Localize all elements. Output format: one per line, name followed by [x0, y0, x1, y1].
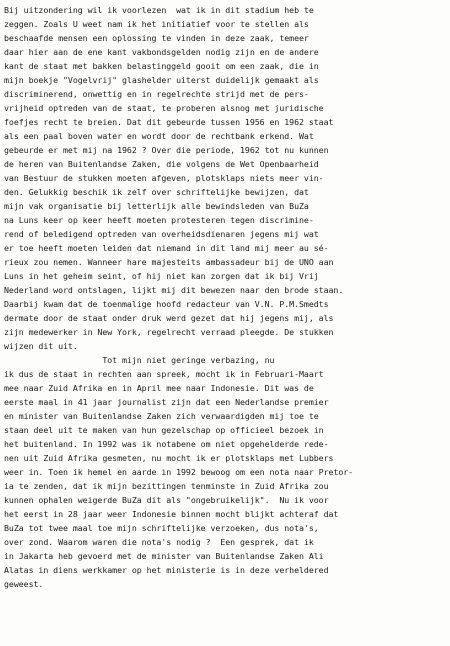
text-line: van Bestuur de stukken moeten afgeven, plotsklaps niets meer vin-	[4, 173, 324, 183]
text-line: weer in. Toen ik hemel en aarde in 1992 bewoog om een nota naar Pretor-	[4, 467, 354, 477]
text-line: gebeurde er met mij na 1962 ? Over die periode, 1962 tot nu kunnen	[4, 145, 329, 155]
text-line: na Luns keer op keer heeft moeten protesteren tegen discrimine-	[4, 215, 314, 225]
text-line: ik dus de staat in rechten aan spreek, mocht ik in Februari-Maart	[4, 369, 324, 379]
text-line: geweest.	[4, 579, 44, 589]
text-line: het eerst in 28 jaar weer Indonesie binnen mocht blijkt achteraf dat	[4, 509, 339, 519]
text-line: als een paal boven water en wordt door de rechtbank erkend. Wat	[4, 131, 314, 141]
text-line: en minister van Buitenlandse Zaken zich verwaardigden mij toe te	[4, 411, 319, 421]
text-line: zeggen. Zoals U weet nam ik het initiatief voor te stellen als	[4, 19, 309, 29]
text-line: Luns in het geheim seint, of hij niet kan zorgen dat ik bij Vrij	[4, 271, 319, 281]
text-line: vrijheid optreden van de staat, te proberen alsnog met juridische	[4, 103, 324, 113]
text-line: dermate door de staat onder druk werd gezet dat hij jegens mij, als	[4, 313, 334, 323]
text-line: Alatas in diens werkkamer op het ministerie is in deze verheldered	[4, 565, 329, 575]
text-line: wijzen dit uit.	[4, 341, 78, 351]
text-line: Daarbij kwam dat de toenmalige hoofd redacteur van V.N. P.M.Smedts	[4, 299, 329, 309]
text-line: er toe heeft moeten leiden dat niemand in dit land mij meer au sé-	[4, 243, 329, 253]
text-line: kant de staat met bakken belastinggeld gooit om een zaak, die in	[4, 61, 319, 71]
text-line: staan deel uit te maken van hun gezelschap op officieel bezoek in	[4, 425, 324, 435]
text-line: mijn vak organisatie bij letterlijk alle bewindsleden van BuZa	[4, 201, 309, 211]
text-line: het buitenland. In 1992 was ik notabene om niet opgehelderde rede-	[4, 439, 329, 449]
text-line: discriminerend, onwettig en in regelrechte strijd met de pers-	[4, 89, 309, 99]
text-line: over zond. Waarom waren die nota's nodig ? Een gesprek, dat ik	[4, 537, 314, 547]
text-line: mee naar Zuid Afrika en in April mee naar Indonesie. Dit was de	[4, 383, 314, 393]
text-line: den. Gelukkig beschik ik zelf over schriftelijke bewijzen, dat	[4, 187, 309, 197]
text-line: rieux zou nemen. Wanneer hare majesteits ambassadeur bij de UNO aan	[4, 257, 334, 267]
text-line: Bij uitzondering wil ik voorlezen wat ik in dit stadium heb te	[4, 5, 314, 15]
text-line: daar hier aan de ene kant vakbondsgelden nodig zijn en de andere	[4, 47, 319, 57]
text-line: Nederland word ontslagen, lijkt mij dit bewezen naar den brode staan.	[4, 285, 344, 295]
text-line: eerste maal in 41 jaar journalist zijn dat een Nederlandse premier	[4, 397, 329, 407]
text-line: BuZa tot twee maal toe mijn schriftelijke verzoeken, dus nota's,	[4, 523, 319, 533]
text-line: zijn medewerker in New York, regelrecht verraad pleegde. De stukken	[4, 327, 334, 337]
text-line: mijn boekje "Vogelvrij" glashelder uiterst duidelijk gemaakt als	[4, 75, 319, 85]
text-line: in Jakarta heb gevoerd met de minister van Buitenlandse Zaken Ali	[4, 551, 324, 561]
text-line: Tot mijn niet geringe verbazing, nu	[4, 355, 275, 365]
text-line: rend of beledigend optreden van overheidsdienaren jegens mij wat	[4, 229, 319, 239]
typed-letter-body	[4, 3, 450, 591]
text-line: foefjes recht te breien. Dat dit gebeurde tussen 1956 en 1962 staat	[4, 117, 334, 127]
text-line: beschaafde mensen een oplossing te vinden in deze zaak, temeer	[4, 33, 309, 43]
text-line: kunnen ophalen weigerde BuZa dit als "ongebruikelijk". Nu ik voor	[4, 495, 329, 505]
text-line: de heren van Buitenlandse Zaken, die volgens de Wet Openbaarheid	[4, 159, 319, 169]
text-line: ia te zenden, dat ik mijn bezittingen tenminste in Zuid Afrika zou	[4, 481, 329, 491]
text-line: nen uit Zuid Afrika gesmeten, nu mocht ik er plotsklaps met Lubbers	[4, 453, 334, 463]
